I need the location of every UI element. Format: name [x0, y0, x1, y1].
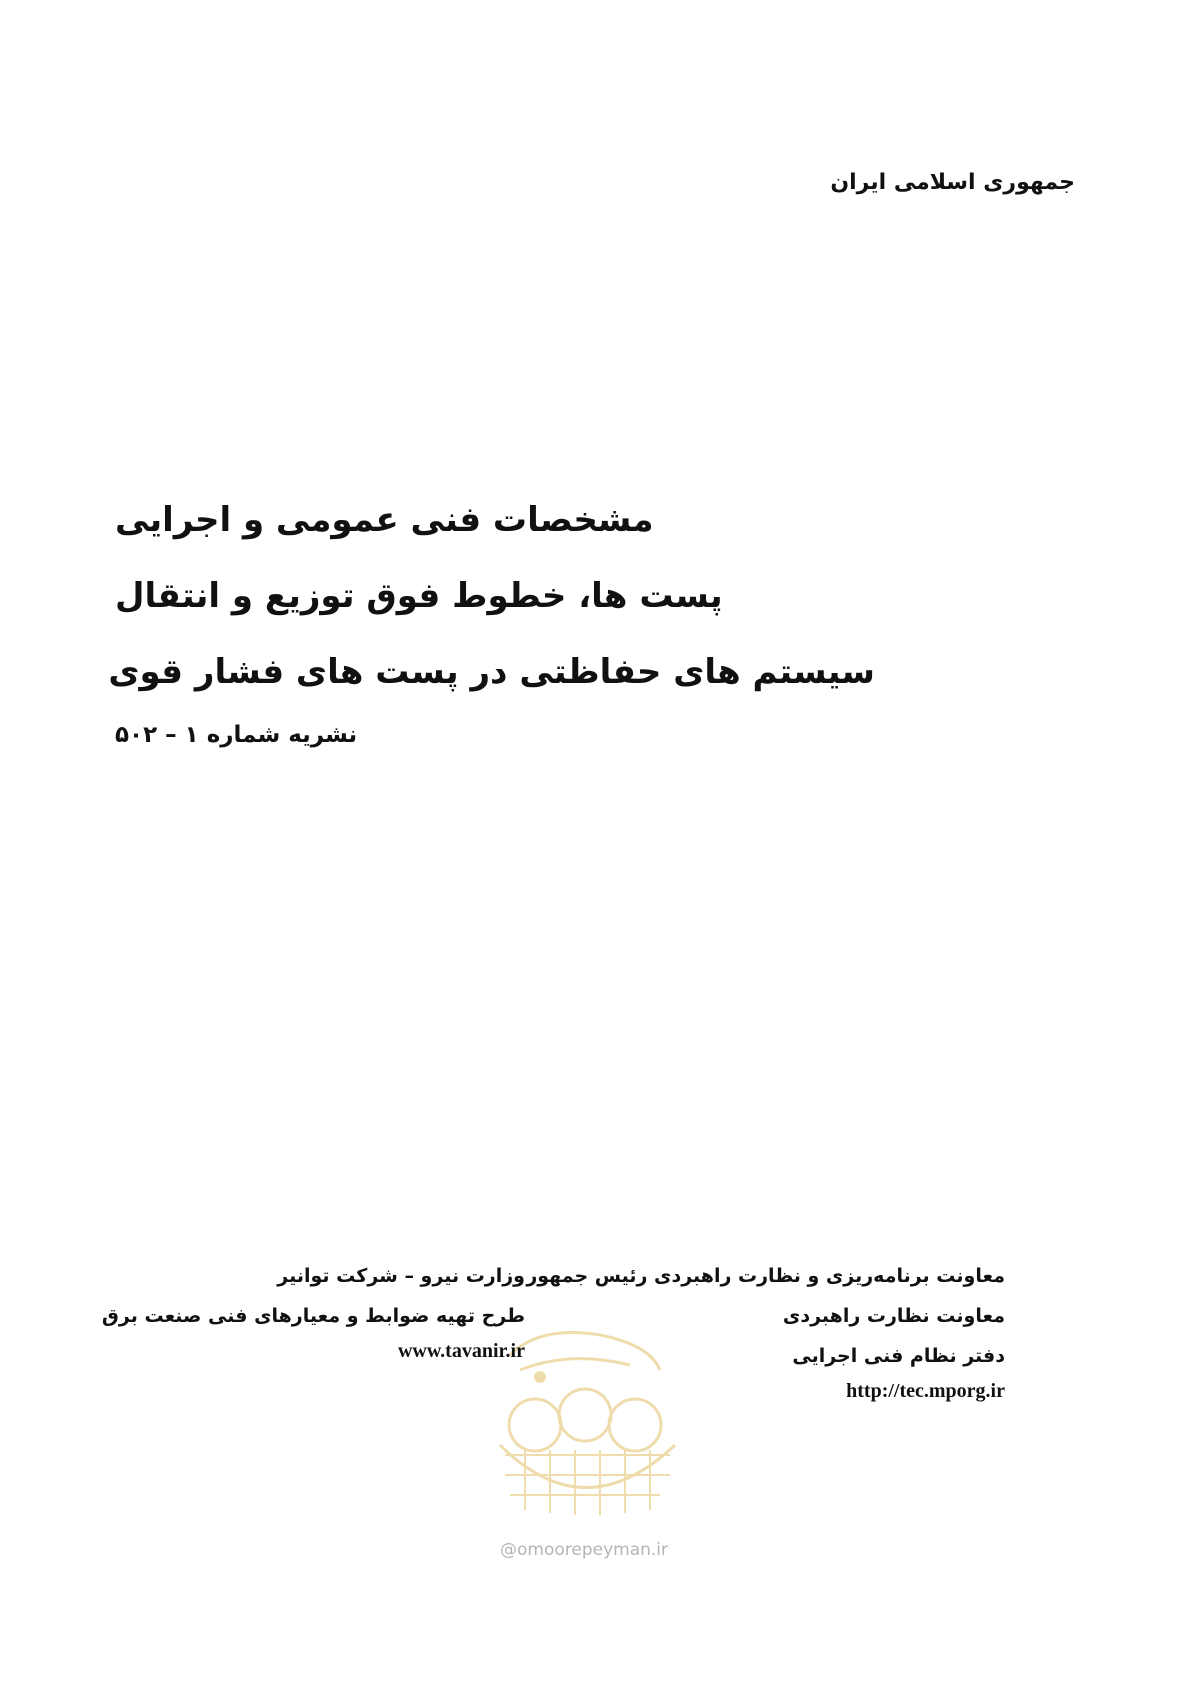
publication-number: نشریه شماره ۱ – ۵۰۲	[115, 722, 358, 748]
footer-left-url[interactable]: www.tavanir.ir	[397, 1340, 525, 1362]
footer-left-line-2: طرح تهیه ضوابط و معیارهای فنی صنعت برق	[101, 1305, 525, 1327]
footer-right-line-1: معاونت برنامه‌ریزی و نظارت راهبردی رئیس جمهور	[526, 1265, 1005, 1287]
title-block	[108, 500, 875, 748]
footer-right-url[interactable]: http://tec.mporg.ir	[846, 1380, 1005, 1402]
title-line-1: مشخصات فنی عمومی و اجرایی	[115, 500, 654, 540]
footer-right-line-2: معاونت نظارت راهبردی	[782, 1305, 1005, 1327]
watermark-site: @omoorepeyman.ir	[500, 1540, 669, 1560]
footer-left-line-1: وزارت نیرو – شرکت توانیر	[277, 1265, 525, 1287]
title-line-3: سیستم های حفاظتی در پست های فشار قوی	[108, 652, 875, 692]
country-name: جمهوری اسلامی ایران	[830, 170, 1075, 195]
footer-right-line-3: دفتر نظام فنی اجرایی	[792, 1345, 1005, 1367]
title-line-2: پست ها، خطوط فوق توزیع و انتقال	[115, 576, 723, 616]
